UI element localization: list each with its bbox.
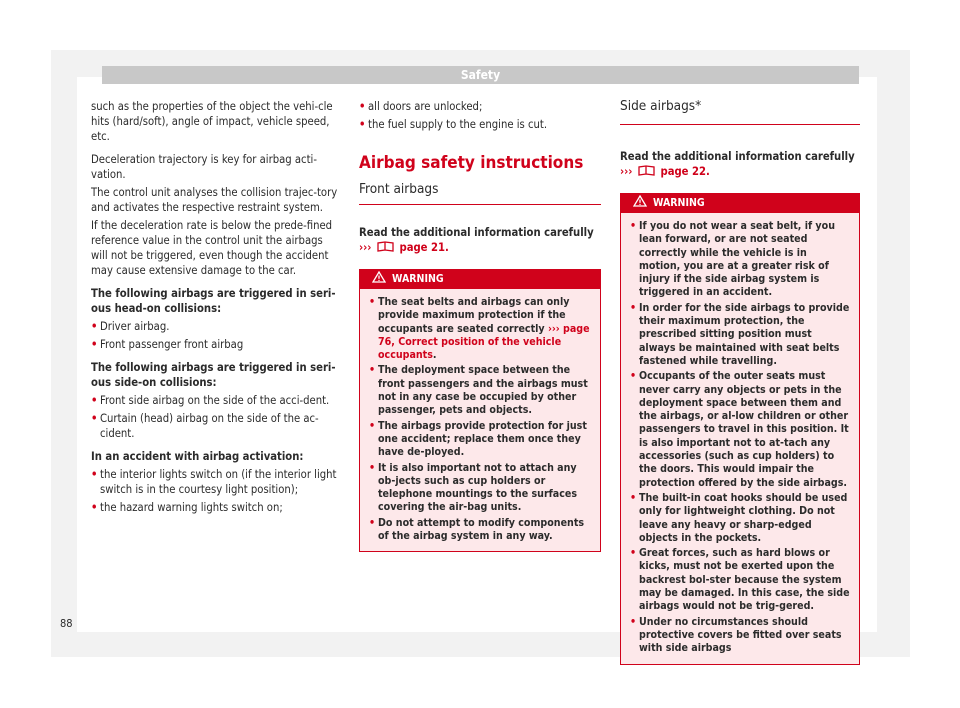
list-item: • the interior lights switch on (if the interior light switch is in the courtesy light position); <box>91 467 339 497</box>
warning-item: • In order for the side airbags to provide their maximum protection, the prescribed sitting position must always be maintained with seat belts fastened while travelling. <box>630 302 851 368</box>
reference-page-link[interactable]: page 22. <box>660 165 710 178</box>
list-item: • all doors are unlocked; <box>359 99 601 114</box>
column-left <box>91 99 339 518</box>
warning-header <box>621 194 859 213</box>
warning-box <box>359 269 601 552</box>
warning-item: • If you do not wear a seat belt, if you lean forward, or are not seated correctly while the vehicle is in motion, you are at a greater risk of injury if the side airbag system is triggered in an accident. <box>630 220 851 300</box>
warning-header <box>360 270 600 289</box>
warning-item: • The airbags provide protection for just one accident; replace them once they have de-ployed. <box>369 420 592 460</box>
cross-reference-link[interactable]: page 76, Correct position of the vehicle occupants <box>378 322 590 362</box>
reference-page-link[interactable]: page 21. <box>399 241 449 254</box>
warning-item: • Occupants of the outer seats must never carry any objects or pets in the deployment space between them and the airbags, or al-low children or other passengers to travel in this position. It is also important not to at-tach any accessories (such as cup holders) to the doors. This would impair the protection offered by the side airbags. <box>630 370 851 490</box>
column-right <box>620 99 860 665</box>
reference <box>359 225 601 255</box>
list-heading: In an accident with airbag activation: <box>91 450 304 463</box>
warning-label: WARNING <box>392 273 444 285</box>
book-icon <box>377 241 394 252</box>
warning-item: • The seat belts and airbags can only provide maximum protection if the occupants are seated correctly ››› page 76, Correct position of the vehicle occupants. <box>369 296 592 362</box>
list-item: • Driver airbag. <box>91 319 339 334</box>
list-item: • Front passenger front airbag <box>91 337 339 352</box>
warning-box <box>620 193 860 665</box>
warning-item: • Great forces, such as hard blows or kicks, must not be exerted upon the backrest bol-ster because the system may be damaged. In this case, the side airbags would not be trig-gered. <box>630 547 851 613</box>
book-icon <box>638 165 655 176</box>
reference-text: Read the additional information carefully <box>359 226 594 239</box>
subsection-title: Front airbags <box>359 182 601 205</box>
section-title: Airbag safety instructions <box>359 153 584 173</box>
warning-item: • Do not attempt to modify components of the airbag system in any way. <box>369 517 592 544</box>
warning-item: • The deployment space between the front passengers and the airbags must not in any case be occupied by other passenger, pets and objects. <box>369 364 592 417</box>
column-middle <box>359 99 601 552</box>
warning-item: • The built-in coat hooks should be used only for lightweight clothing. Do not leave any heavy or sharp-edged objects in the pockets. <box>630 492 851 545</box>
section-header: Safety <box>102 66 859 84</box>
chevron-icon: ››› <box>359 241 372 254</box>
warning-item: • Under no circumstances should protective covers be fitted over seats with side airbags <box>630 616 851 656</box>
paragraph: Deceleration trajectory is key for airbag acti-vation. <box>91 153 317 181</box>
warning-label: WARNING <box>653 197 705 209</box>
paragraph: The control unit analyses the collision trajec-tory and activates the respective restraint system. <box>91 186 338 214</box>
list-item: • Curtain (head) airbag on the side of the ac-cident. <box>91 411 339 441</box>
list-item: • the fuel supply to the engine is cut. <box>359 117 601 132</box>
warning-item: • It is also important not to attach any ob-jects such as cup holders or telephone mountings to the surfaces covering the air-bag units. <box>369 462 592 515</box>
chevron-icon: ››› <box>547 322 564 335</box>
page-number: 88 <box>60 617 73 630</box>
list-item: • the hazard warning lights switch on; <box>91 500 339 515</box>
list-item: • Front side airbag on the side of the acci-dent. <box>91 393 339 408</box>
warning-icon <box>633 195 647 207</box>
list-heading: The following airbags are triggered in seri-ous side-on collisions: <box>91 361 336 389</box>
paragraph: If the deceleration rate is below the prede-fined reference value in the control unit the airbags will not be triggered, even though the accident may cause extensive damage to the car. <box>91 219 333 277</box>
warning-body <box>621 213 859 664</box>
warning-icon <box>372 271 386 283</box>
warning-body <box>360 289 600 551</box>
chevron-icon: ››› <box>620 165 633 178</box>
reference <box>620 149 860 179</box>
paragraph: such as the properties of the object the vehi-cle hits (hard/soft), angle of impact, vehicle speed, etc. <box>91 100 333 143</box>
section-title: Side airbags* <box>620 99 860 125</box>
list-heading: The following airbags are triggered in seri-ous head-on collisions: <box>91 287 336 315</box>
reference-text: Read the additional information carefully <box>620 150 855 163</box>
